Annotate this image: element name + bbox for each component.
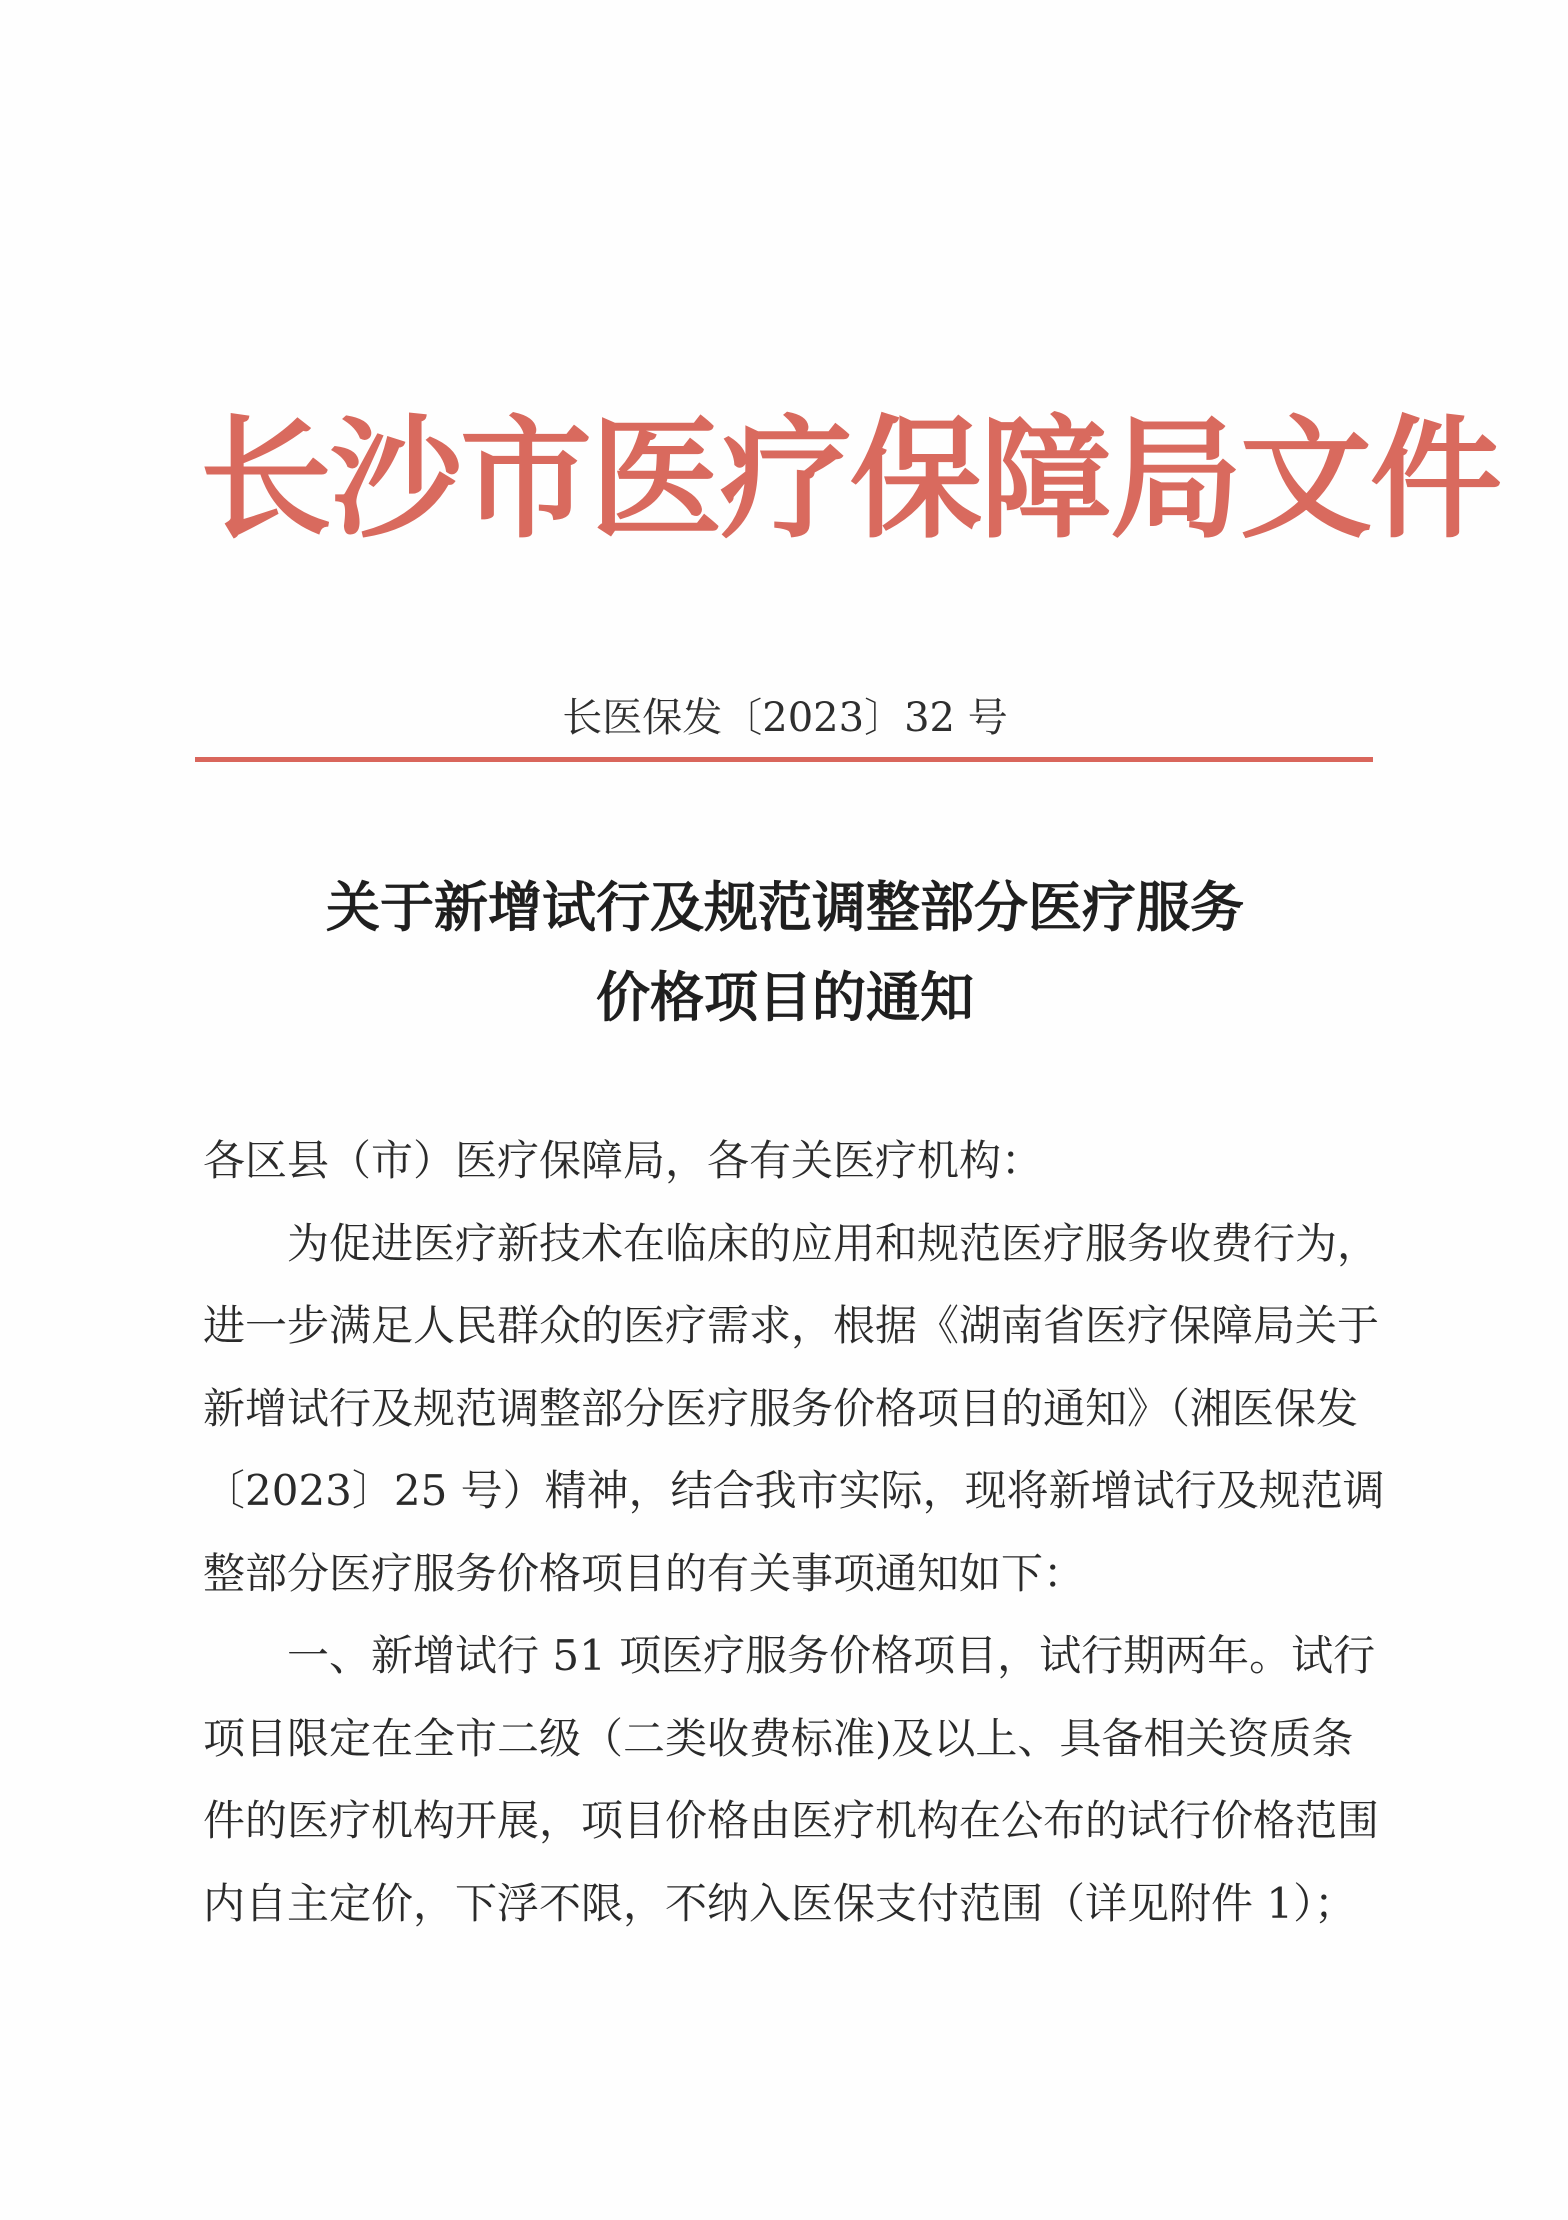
notice-body [203, 1120, 1399, 1945]
body-line: 件的医疗机构开展，项目价格由医疗机构在公布的试行价格范围 [203, 1796, 1380, 1845]
notice-title-line-2: 价格项目的通知 [596, 965, 974, 1029]
masthead-title: 长沙市医疗保障局文件 [200, 402, 1500, 557]
body-line: 为促进医疗新技术在临床的应用和规范医疗服务收费行为， [287, 1218, 1380, 1268]
notice-title [200, 862, 1370, 1042]
body-line: 内自主定价，下浮不限，不纳入医保支付范围（详见附件 1）； [203, 1878, 1357, 1928]
red-divider-line [195, 757, 1373, 762]
document-number: 长医保发〔2023〕32 号 [562, 695, 1008, 741]
body-line: 新增试行及规范调整部分医疗服务价格项目的通知》（湘医保发 [203, 1383, 1359, 1433]
notice-title-line-1: 关于新增试行及规范调整部分医疗服务 [326, 875, 1244, 939]
body-line: 项目限定在全市二级（二类收费标准)及以上、具备相关资质条 [203, 1713, 1354, 1763]
salutation-line: 各区县（市）医疗保障局，各有关医疗机构： [203, 1136, 1044, 1185]
body-line: 整部分医疗服务价格项目的有关事项通知如下： [203, 1548, 1086, 1598]
body-line: 〔2023〕25 号）精神，结合我市实际，现将新增试行及规范调 [203, 1466, 1385, 1515]
body-line: 一、新增试行 51 项医疗服务价格项目，试行期两年。试行 [287, 1631, 1376, 1680]
body-line: 进一步满足人民群众的医疗需求，根据《湖南省医疗保障局关于 [203, 1301, 1380, 1350]
